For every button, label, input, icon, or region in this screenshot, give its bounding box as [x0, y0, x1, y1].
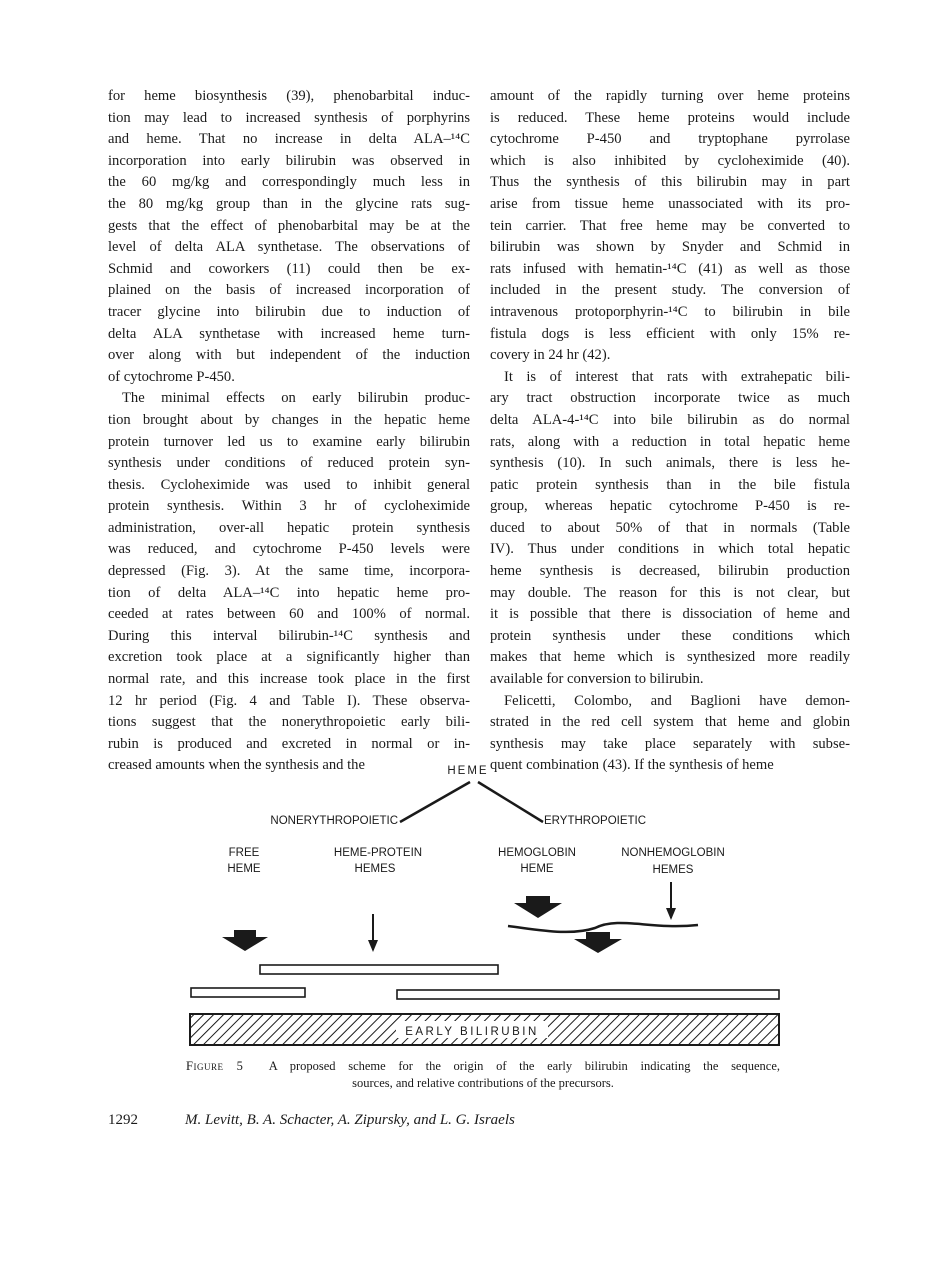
text-line: the 60 mg/kg and correspondingly much less in	[108, 174, 470, 191]
text-line: 12 hr period (Fig. 4 and Table I). These observa-	[108, 692, 470, 709]
large-arrow-icon	[514, 896, 562, 918]
text-line: quent combination (43). If the synthesis of heme	[490, 757, 774, 774]
text-line: ary tract obstruction incorporate twice as much	[490, 390, 850, 407]
text-line: is reduced. These heme proteins would include	[490, 109, 850, 126]
figure-caption	[186, 1058, 780, 1092]
text-line: delta ALA synthetase with increased heme turn-	[108, 325, 470, 342]
caption-label: Figure 5	[186, 1059, 244, 1073]
text-line: IV). Thus under conditions in which total hepatic	[490, 541, 850, 558]
text-line: Schmid and coworkers (11) could then be ex-	[108, 260, 470, 277]
text-line: strated in the red cell system that heme and globin	[490, 714, 850, 731]
source-nonhemoglobin-l1: NONHEMOGLOBIN	[621, 847, 725, 859]
source-heme-protein-l2: HEMES	[354, 863, 396, 875]
caption-line-1: A proposed scheme for the origin of the early bilirubin indicating the sequence,	[268, 1059, 781, 1073]
nonerythropoietic-label: NONERYTHROPOIETIC	[270, 815, 398, 827]
text-line: tracer glycine into bilirubin due to induction of	[108, 303, 470, 320]
text-line: bilirubin was shown by Snyder and Schmid in	[490, 239, 850, 256]
text-line: synthesis may take place separately with subse-	[490, 735, 850, 752]
page-footer	[108, 1112, 515, 1129]
text-line: group, whereas hepatic cytochrome P-450 is re-	[490, 498, 850, 515]
text-line: tions suggest that the nonerythropoietic early bili-	[108, 714, 470, 731]
text-line: rats infused with hematin-¹⁴C (41) as well as those	[490, 260, 850, 277]
text-line: plained on the basis of increased incorporation of	[108, 282, 470, 299]
text-line: thesis. Cycloheximide was used to inhibit general	[108, 476, 470, 493]
text-line: tein carrier. That free heme may be converted to	[490, 217, 850, 234]
text-line: rubin is produced and excreted in normal or in-	[108, 735, 470, 752]
free-heme-bar	[191, 988, 305, 997]
source-free-heme-l1: FREE	[228, 847, 260, 859]
text-line: the 80 mg/kg group than in the glycine rats sug-	[108, 195, 470, 212]
text-line: it is possible that there is dissociation of heme and	[490, 606, 850, 623]
text-line: available for conversion to bilirubin.	[490, 671, 704, 688]
text-line: synthesis under conditions of reduced protein syn-	[108, 455, 470, 472]
left-branch-line	[400, 782, 470, 822]
text-line: arise from tissue heme unassociated with its pro-	[490, 195, 850, 212]
text-line: covery in 24 hr (42).	[490, 347, 611, 364]
page-number: 1292	[108, 1112, 138, 1128]
large-arrow-icon	[574, 932, 622, 953]
text-line: It is of interest that rats with extrahepatic bili-	[504, 368, 850, 385]
text-line: amount of the rapidly turning over heme proteins	[490, 88, 850, 104]
heme-protein-bar	[260, 965, 498, 974]
text-line: protein synthesis under these conditions which	[490, 627, 850, 644]
text-line: synthesis (10). In such animals, there is less he-	[490, 455, 850, 472]
text-line: During this interval bilirubin-¹⁴C synthesis and	[108, 627, 470, 644]
text-line: makes that heme which is synthesized more readily	[490, 649, 850, 666]
text-line: over along with but independent of the induction	[108, 347, 470, 364]
text-line: depressed (Fig. 3). At the same time, incorpora-	[108, 563, 470, 580]
text-line: ceeded at rates between 60 and 100% of normal.	[108, 606, 470, 623]
text-line: excretion took place at a significantly higher than	[108, 649, 470, 666]
source-hemoglobin-l2: HEME	[520, 863, 554, 875]
text-line: which is also inhibited by cycloheximide (40).	[490, 152, 850, 169]
text-line: protein turnover led us to examine early bilirubin	[108, 433, 470, 450]
text-line: of cytochrome P-450.	[108, 368, 235, 385]
large-arrow-icon	[222, 930, 268, 951]
text-line: gests that the effect of phenobarbital may be at the	[108, 217, 470, 234]
thin-arrow-icon	[368, 914, 378, 952]
source-nonhemoglobin-l2: HEMES	[652, 864, 694, 876]
text-line: The minimal effects on early bilirubin produc-	[122, 390, 470, 407]
text-line: tion of delta ALA–¹⁴C into hepatic heme pro-	[108, 584, 470, 601]
text-line: rats, along with a reduction in total hepatic heme	[490, 433, 850, 450]
text-line: tion may lead to increased synthesis of porphyrins	[108, 109, 470, 126]
text-line: protein synthesis. Within 3 hr of cycloheximide	[108, 498, 470, 515]
text-line: duced to about 50% of that in normals (Table	[490, 519, 850, 536]
erythropoietic-bar	[397, 990, 779, 999]
text-line: heme synthesis is decreased, bilirubin production	[490, 563, 850, 580]
right-branch-line	[478, 782, 543, 822]
text-line: delta ALA-4-¹⁴C into bile bilirubin as do normal	[490, 411, 850, 428]
authors: M. Levitt, B. A. Schacter, A. Zipursky, and L. G. Israels	[185, 1112, 515, 1128]
text-line: included in the present study. The conversion of	[490, 282, 850, 299]
text-line: intravenous protoporphyrin-¹⁴C to bilirubin in bile	[490, 303, 850, 320]
merge-line	[508, 923, 698, 932]
source-hemoglobin-l1: HEMOGLOBIN	[498, 847, 576, 859]
text-line: normal rate, and this increase took place in the first	[108, 671, 470, 688]
erythropoietic-label: ERYTHROPOIETIC	[544, 815, 647, 827]
text-line: may double. The reason for this is not clear, but	[490, 584, 850, 601]
source-heme-protein-l1: HEME-PROTEIN	[333, 847, 423, 859]
text-line: tion brought about by changes in the hepatic heme	[108, 411, 470, 428]
text-line: Felicetti, Colombo, and Baglioni have demon-	[504, 692, 850, 709]
source-free-heme-l2: HEME	[227, 863, 261, 875]
thin-arrow-icon	[666, 882, 676, 920]
text-line: Thus the synthesis of this bilirubin may in part	[490, 174, 850, 191]
text-line: creased amounts when the synthesis and the	[108, 757, 365, 774]
text-line: level of delta ALA synthetase. The observations of	[108, 239, 470, 256]
text-line: incorporation into early bilirubin was observed in	[108, 152, 470, 169]
text-line: for heme biosynthesis (39), phenobarbital induc-	[108, 88, 470, 104]
text-line: administration, over-all hepatic protein synthesis	[108, 519, 470, 536]
heme-root-label: HEME	[447, 765, 489, 777]
text-line: was reduced, and cytochrome P-450 levels were	[108, 541, 470, 558]
caption-line-2: sources, and relative contributions of the precursors.	[352, 1076, 614, 1090]
text-line: and heme. That no increase in delta ALA–¹⁴C	[108, 131, 470, 148]
text-line: patic protein synthesis than in the bile fistula	[490, 476, 850, 493]
text-line: cytochrome P-450 and tryptophane pyrrolase	[490, 131, 850, 148]
text-line: fistula dogs is less efficient with only 15% re-	[490, 325, 850, 342]
early-bilirubin-label: EARLY BILIRUBIN	[405, 1026, 539, 1038]
